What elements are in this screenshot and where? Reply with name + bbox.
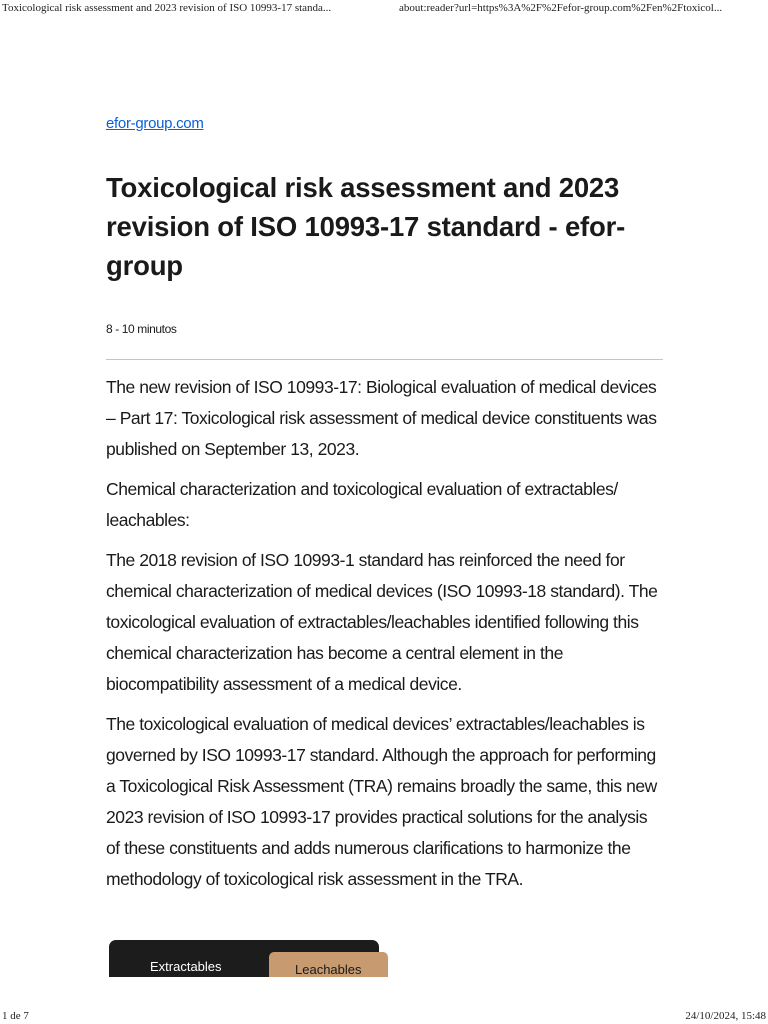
extractables-label: Extractables bbox=[150, 959, 222, 974]
header-divider bbox=[106, 359, 663, 360]
page-number: 1 de 7 bbox=[2, 1010, 29, 1022]
print-header bbox=[0, 0, 768, 18]
paragraph: The 2018 revision of ISO 10993-1 standard has reinforced the need for chemical characterization of medical devices (ISO 10993-18 standard). The toxicological evaluation of extractables/leachables identified following this chemical characterization has become a central element in the biocompatibility assessment of a medical device. bbox=[106, 550, 658, 694]
article-title: Toxicological risk assessment and 2023 revision of ISO 10993-17 standard - efor-group bbox=[106, 172, 626, 281]
paragraph: Chemical characterization and toxicological evaluation of extractables/ leachables: bbox=[106, 479, 618, 530]
print-header-title: Toxicological risk assessment and 2023 revision of ISO 10993-17 standa... bbox=[2, 2, 332, 14]
leachables-label: Leachables bbox=[295, 962, 362, 977]
article-content bbox=[106, 372, 663, 904]
print-footer bbox=[0, 1010, 768, 1024]
print-header-url: about:reader?url=https%3A%2F%2Fefor-group.com%2Fen%2Ftoxicol... bbox=[399, 2, 723, 14]
paragraph: The new revision of ISO 10993-17: Biological evaluation of medical devices – Part 17: Toxicological risk assessment of medical device constituents was published on September 13, 2023. bbox=[106, 377, 657, 459]
paragraph: The toxicological evaluation of medical devices’ extractables/leachables is governed by ISO 10993-17 standard. Although the approach for performing a Toxicological Risk Assessment (TRA) remains broadly the same, this new 2023 revision of ISO 10993-17 provides practical solutions for the analysis of these constituents and adds numerous clarifications to harmonize the methodology of toxicological risk assessment in the TRA. bbox=[106, 714, 657, 889]
site-link[interactable]: efor-group.com bbox=[106, 115, 204, 132]
reading-time: 8 - 10 minutos bbox=[106, 322, 177, 336]
print-datetime: 24/10/2024, 15:48 bbox=[685, 1010, 766, 1022]
article-figure bbox=[109, 940, 391, 977]
